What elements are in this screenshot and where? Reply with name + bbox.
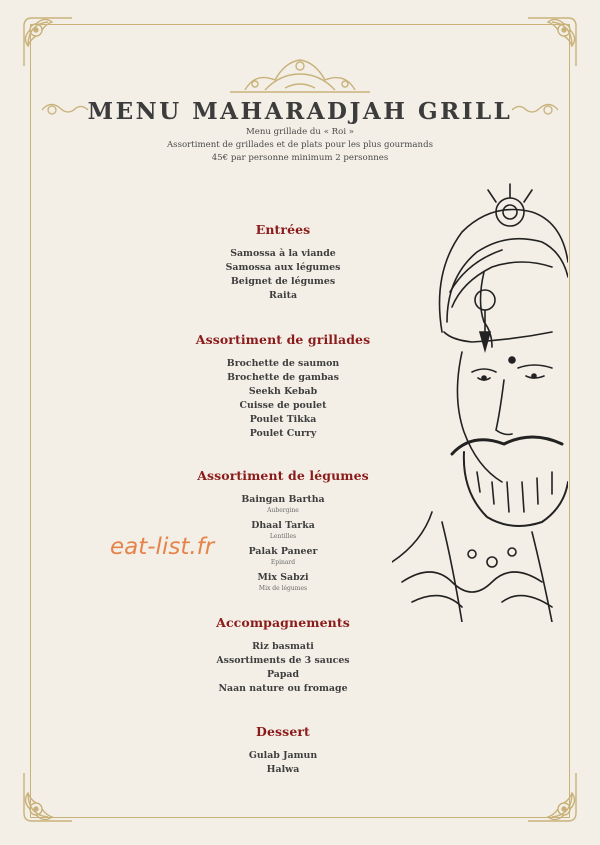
menu-item: Halwa (266, 764, 300, 775)
menu-item: Poulet Tikka (249, 414, 317, 425)
section-dessert (160, 724, 406, 777)
menu-item: Cuisse de poulet (239, 400, 327, 411)
menu-item: Seekh Kebab (248, 386, 318, 397)
section-legumes (160, 468, 406, 597)
watermark: eat-list.fr (110, 534, 215, 560)
corner-ornament-icon (522, 767, 582, 827)
menu-item: Palak Paneer (248, 546, 318, 557)
menu-item: Samossa aux légumes (225, 262, 341, 273)
menu-item: Poulet Curry (249, 428, 317, 439)
section-title: Accompagnements (216, 615, 350, 630)
menu-item: Naan nature ou fromage (218, 683, 348, 694)
menu-item: Brochette de saumon (226, 358, 340, 369)
menu-item-note: Epinard (270, 559, 296, 566)
section-entrees (160, 222, 406, 303)
section-grillades (160, 332, 406, 441)
section-accompagnements (160, 615, 406, 696)
crown-ornament-icon (225, 52, 375, 96)
menu-item-note: Lentilles (269, 533, 297, 540)
section-title: Dessert (256, 724, 310, 739)
menu-item: Papad (266, 669, 300, 680)
corner-ornament-icon (18, 767, 78, 827)
menu-description: Assortiment de grillades et de plats pour les plus gourmands (166, 140, 434, 150)
maharaja-portrait-icon (392, 182, 568, 622)
menu-item: Dhaal Tarka (251, 520, 315, 531)
menu-price: 45€ par personne minimum 2 personnes (211, 153, 389, 163)
menu-item: Samossa à la viande (230, 248, 336, 259)
corner-ornament-icon (18, 12, 78, 72)
menu-item-note: Aubergine (267, 507, 299, 514)
section-title: Assortiment de grillades (195, 332, 371, 347)
menu-title: MENU MAHARADJAH GRILL (87, 98, 513, 125)
menu-item: Riz basmati (252, 641, 314, 652)
corner-ornament-icon (522, 12, 582, 72)
menu-item: Raita (268, 290, 298, 301)
section-title: Assortiment de légumes (197, 468, 369, 483)
menu-item: Brochette de gambas (227, 372, 339, 383)
menu-subtitle: Menu grillade du « Roi » (245, 127, 355, 137)
menu-item: Mix Sabzi (257, 572, 309, 583)
menu-item: Assortiments de 3 sauces (216, 655, 350, 666)
menu-item-note: Mix de légumes (258, 585, 308, 592)
section-title: Entrées (255, 222, 311, 237)
menu-item: Baingan Bartha (241, 494, 325, 505)
menu-item: Gulab Jamun (248, 750, 318, 761)
menu-item: Beignet de légumes (230, 276, 336, 287)
